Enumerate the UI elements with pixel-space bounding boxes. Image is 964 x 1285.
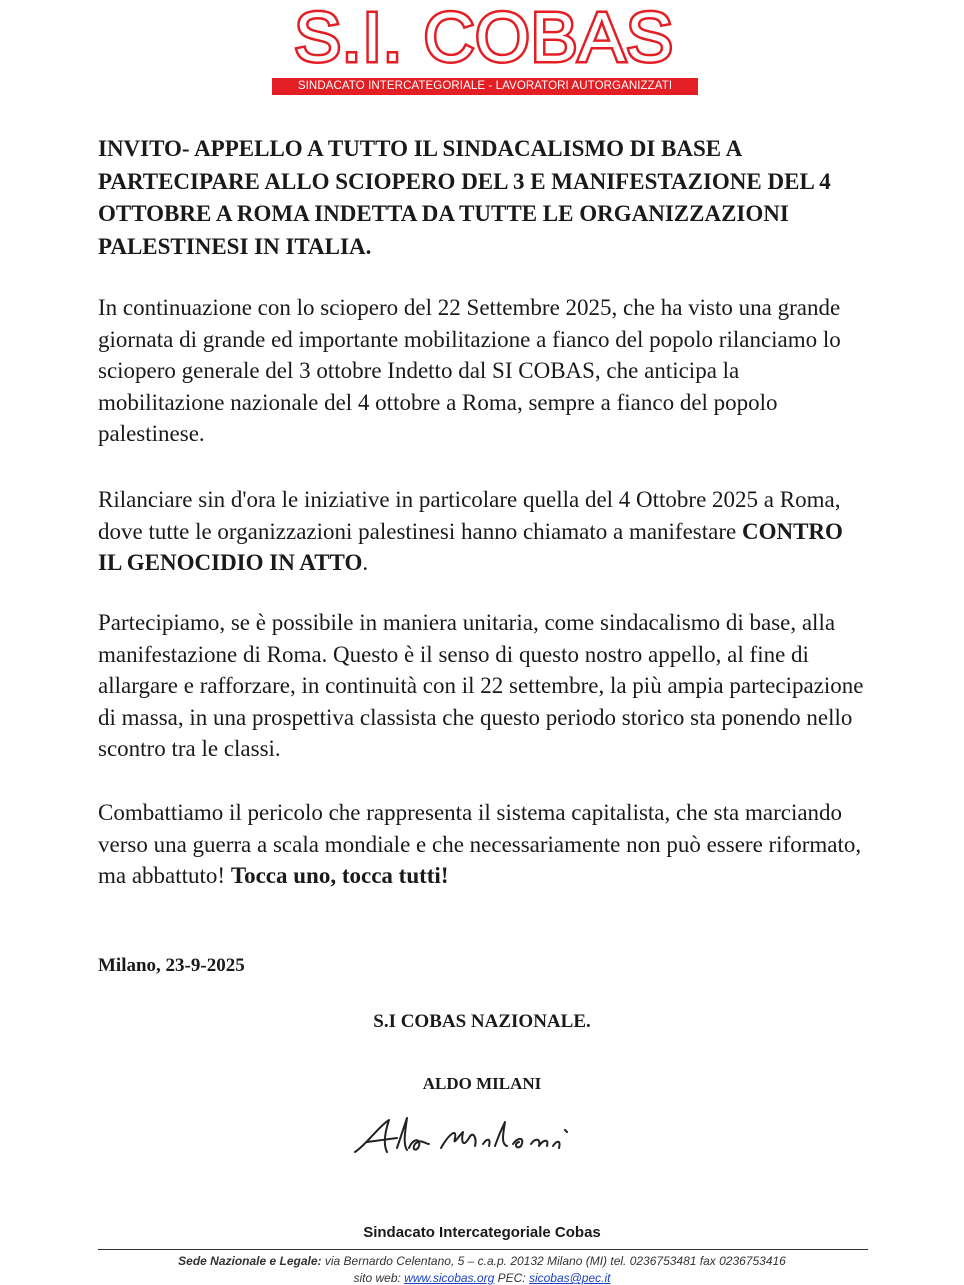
footer-web-label: sito web: <box>353 1271 405 1285</box>
paragraph-3: Partecipiamo, se è possibile in maniera unitaria, come sindacalismo di base, alla manifestazione di Roma. Questo è il senso di questo nostro appello, al fine di allargare e rafforzare, in continuità con il 22 settembre, la più ampia partecipazione di massa, in una prospettiva classista che questo periodo storico sta ponendo nello scontro tra le classi. <box>98 610 864 761</box>
signatory-organization: S.I COBAS NAZIONALE. <box>373 1011 591 1032</box>
footer-address-label: Sede Nazionale e Legale: <box>178 1254 322 1268</box>
sicobas-logo <box>268 0 700 100</box>
document-title: INVITO- APPELLO A TUTTO IL SINDACALISMO DI BASE A PARTECIPARE ALLO SCIOPERO DEL 3 E MANIFESTAZIONE DEL 4 OTTOBRE A ROMA INDETTA DA TUTTE LE ORGANIZZAZIONI PALESTINESI IN ITALIA. <box>98 136 831 259</box>
logo-wordmark: S.I. COBAS <box>294 0 674 76</box>
footer-web <box>0 1271 964 1285</box>
website-link[interactable]: www.sicobas.org <box>404 1271 495 1285</box>
footer-organization: Sindacato Intercategoriale Cobas <box>363 1224 601 1241</box>
footer-address <box>0 1254 964 1268</box>
footer-pec-label: PEC: <box>494 1271 529 1285</box>
paragraph-2-text: Rilanciare sin d'ora le iniziative in particolare quella del 4 Ottobre 2025 a Roma, dove tutte le organizzazioni palestinesi hanno chiamato a manifestare <box>98 487 841 544</box>
footer-divider <box>98 1249 868 1250</box>
paragraph-4-emphasis: Tocca uno, tocca tutti! <box>230 863 449 888</box>
handwritten-signature <box>345 1108 625 1168</box>
paragraph-2-emphasis: CONTRO IL GENOCIDIO IN ATTO <box>98 518 843 575</box>
pec-email-link[interactable]: sicobas@pec.it <box>528 1271 611 1285</box>
paragraph-2-end: . <box>362 550 369 575</box>
paragraph-4 <box>98 797 868 892</box>
place-date: Milano, 23-9-2025 <box>98 955 245 976</box>
paragraph-2 <box>98 484 868 579</box>
paragraph-1: In continuazione con lo sciopero del 22 Settembre 2025, che ha visto una grande giornata di grande ed importante mobilitazione a fianco del popolo rilanciamo lo sciopero generale del 3 ottobre Indetto dal SI COBAS, che anticipa la mobilitazione nazionale del 4 ottobre a Roma, sempre a fianco del popolo palestinese. <box>98 295 841 446</box>
logo-tagline: SINDACATO INTERCATEGORIALE - LAVORATORI AUTORGANIZZATI <box>272 78 698 95</box>
signatory-name: ALDO MILANI <box>422 1074 542 1093</box>
paragraph-4-text: Combattiamo il pericolo che rappresenta il sistema capitalista, che sta marciando verso una guerra a scala mondiale e che necessariamente non può essere riformato, ma abbattuto! <box>98 800 862 888</box>
footer-address-text: via Bernardo Celentano, 5 – c.a.p. 20132 Milano (MI) tel. 0236753481 fax 0236753416 <box>321 1254 786 1268</box>
